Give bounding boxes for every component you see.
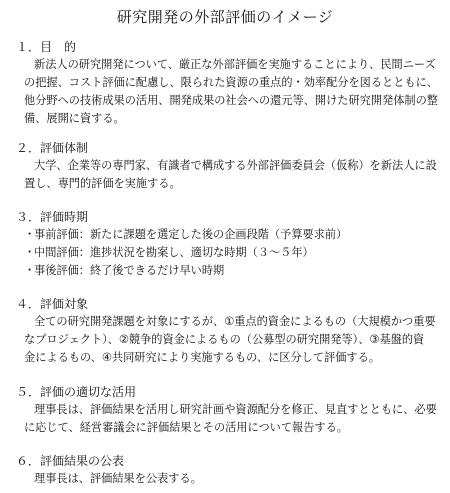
section-heading: ６．評価結果の公表 (16, 454, 125, 468)
paragraph-line: 全ての研究開発課題を対象にするが、①重点的資金によるもの（大規模かつ重要 (34, 315, 436, 328)
bullet-text: 事前評価：新たに課題を選定した後の企画段階（予算要求前） (34, 228, 348, 241)
bullet-item (24, 228, 347, 242)
paragraph-line: なプロジェクト）、②競争的資金によるもの（公募型の研究開発等）、③基盤的資 (24, 333, 425, 346)
paragraph-line: 置し、専門的評価を実施する。 (24, 177, 181, 190)
paragraph-line: に応じて、経営審議会に評価結果とその活用について報告する。 (24, 421, 348, 434)
paragraph-line: 理事長は、評価結果を活用し研究計画や資源配分を修正、見直すとともに、必要 (34, 403, 437, 416)
section-heading: ５．評価の適切な活用 (16, 385, 137, 399)
bullet-item (24, 246, 314, 260)
bullet-text: 中間評価：進捗状況を勘案し、適切な時期（３～５年） (34, 246, 314, 259)
paragraph-line: の把握、コスト評価に配慮し、限られた資源の重点的・効率配分を図るとともに、 (24, 76, 438, 89)
bullet-item (24, 264, 224, 278)
paragraph-line: 備、展開に資する。 (24, 112, 125, 125)
paragraph-line: 金によるもの、④共同研究により実施するもの、に区分して評価する。 (24, 351, 380, 364)
paragraph-line: 理事長は、評価結果を公表する。 (34, 472, 202, 485)
bullet-glyph: ・ (24, 264, 36, 277)
section-heading: ３．評価時期 (16, 210, 89, 224)
page-title: 研究開発の外部評価のイメージ (116, 8, 334, 26)
bullet-glyph: ・ (24, 246, 36, 259)
bullet-text: 事後評価：終了後できるだけ早い時期 (34, 264, 225, 277)
section-heading: １．目 的 (16, 40, 77, 54)
paragraph-line: 大学、企業等の専門家、有識者で構成する外部評価委員会（仮称）を新法人に設 (34, 159, 437, 172)
section-heading: ２．評価体制 (16, 141, 89, 155)
paragraph-line: 新法人の研究開発について、厳正な外部評価を実施することにより、民間ニーズ (34, 58, 436, 71)
paragraph-line: 他分野への技術成果の活用、開発成果の社会への還元等、開けた研究開発体制の整 (24, 94, 438, 107)
bullet-glyph: ・ (24, 228, 36, 241)
section-heading: ４．評価対象 (16, 297, 89, 311)
